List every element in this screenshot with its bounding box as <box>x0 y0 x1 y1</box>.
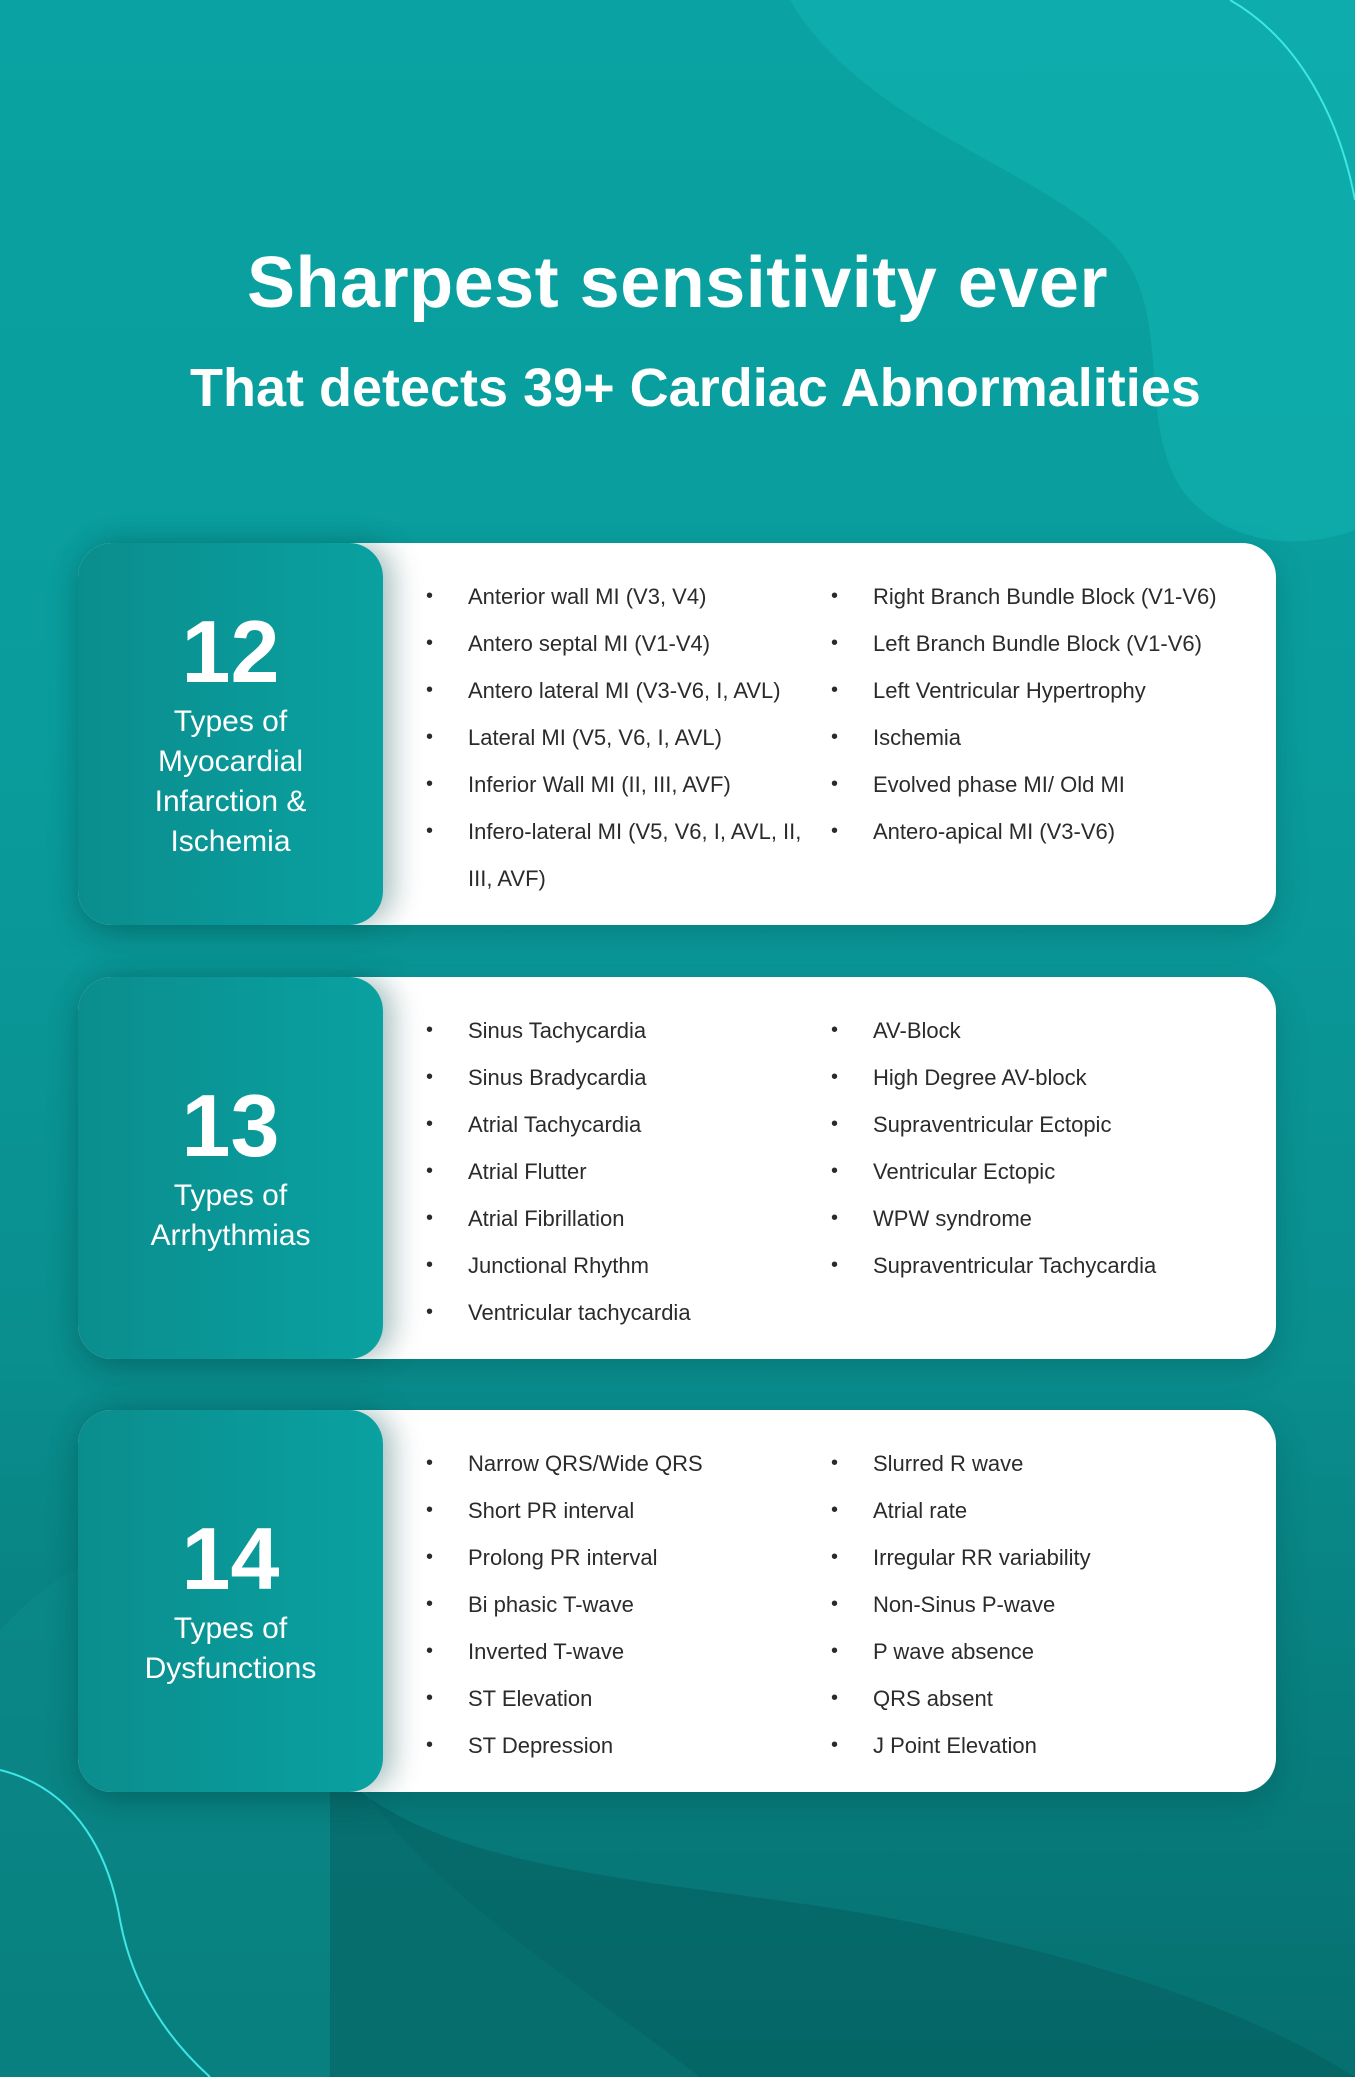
list-item: • Left Ventricular Hypertrophy <box>831 667 1221 714</box>
bottom-right-blob <box>330 1760 1355 2077</box>
list-item: • Lateral MI (V5, V6, I, AVL) <box>426 714 816 761</box>
list-item: • Ventricular tachycardia <box>426 1289 816 1336</box>
badge-label: Types of Arrhythmias <box>150 1179 311 1252</box>
list-item: • Infero-lateral MI (V5, V6, I, AVL, II, III, AVF) <box>426 808 816 902</box>
list-item: • Inverted T-wave <box>426 1628 816 1675</box>
list-item: • AV-Block <box>831 1007 1221 1054</box>
list-item: • Antero lateral MI (V3-V6, I, AVL) <box>426 667 816 714</box>
list-item: • Ischemia <box>831 714 1221 761</box>
list-item: • Atrial Fibrillation <box>426 1195 816 1242</box>
list-right <box>831 573 1221 855</box>
badge-count: 14 <box>181 1509 280 1608</box>
list-item: • Atrial rate <box>831 1487 1221 1534</box>
list-item: • Bi phasic T-wave <box>426 1581 816 1628</box>
count-badge <box>78 1410 383 1792</box>
badge-count: 12 <box>181 602 280 701</box>
list-item: • ST Elevation <box>426 1675 816 1722</box>
list-item: • Sinus Bradycardia <box>426 1054 816 1101</box>
list-item: • WPW syndrome <box>831 1195 1221 1242</box>
list-item: • Sinus Tachycardia <box>426 1007 816 1054</box>
list-item: • Right Branch Bundle Block (V1-V6) <box>831 573 1221 620</box>
list-item: • Slurred R wave <box>831 1440 1221 1487</box>
list-left <box>426 1440 816 1769</box>
count-badge <box>78 977 383 1359</box>
list-left <box>426 1007 816 1336</box>
list-item: • Irregular RR variability <box>831 1534 1221 1581</box>
badge-label: Types of Myocardial Infarction & Ischemia <box>154 705 307 858</box>
list-item: • J Point Elevation <box>831 1722 1221 1769</box>
list-item: • Supraventricular Ectopic <box>831 1101 1221 1148</box>
list-item: • High Degree AV-block <box>831 1054 1221 1101</box>
list-item: • Left Branch Bundle Block (V1-V6) <box>831 620 1221 667</box>
list-item: • Junctional Rhythm <box>426 1242 816 1289</box>
page-title: Sharpest sensitivity ever <box>247 243 1108 323</box>
list-item: • Short PR interval <box>426 1487 816 1534</box>
list-item: • QRS absent <box>831 1675 1221 1722</box>
list-right <box>831 1440 1221 1769</box>
badge-label: Types of Dysfunctions <box>144 1612 317 1685</box>
list-item: • Atrial Flutter <box>426 1148 816 1195</box>
list-item: • Evolved phase MI/ Old MI <box>831 761 1221 808</box>
card-arrhythmias <box>78 977 1276 1359</box>
card-myocardial-infarction <box>78 543 1276 925</box>
list-item: • Ventricular Ectopic <box>831 1148 1221 1195</box>
list-item: • Prolong PR interval <box>426 1534 816 1581</box>
count-badge <box>78 543 383 925</box>
list-item: • P wave absence <box>831 1628 1221 1675</box>
list-item: • Inferior Wall MI (II, III, AVF) <box>426 761 816 808</box>
list-item: • ST Depression <box>426 1722 816 1769</box>
card-dysfunctions <box>78 1410 1276 1792</box>
list-item: • Anterior wall MI (V3, V4) <box>426 573 816 620</box>
list-item: • Non-Sinus P-wave <box>831 1581 1221 1628</box>
list-item: • Supraventricular Tachycardia <box>831 1242 1221 1289</box>
list-item: • Antero-apical MI (V3-V6) <box>831 808 1221 855</box>
list-item: • Narrow QRS/Wide QRS <box>426 1440 816 1487</box>
page-subtitle: That detects 39+ Cardiac Abnormalities <box>190 358 1201 418</box>
list-left <box>426 573 816 902</box>
list-right <box>831 1007 1221 1289</box>
badge-count: 13 <box>181 1076 280 1175</box>
list-item: • Atrial Tachycardia <box>426 1101 816 1148</box>
list-item: • Antero septal MI (V1-V4) <box>426 620 816 667</box>
